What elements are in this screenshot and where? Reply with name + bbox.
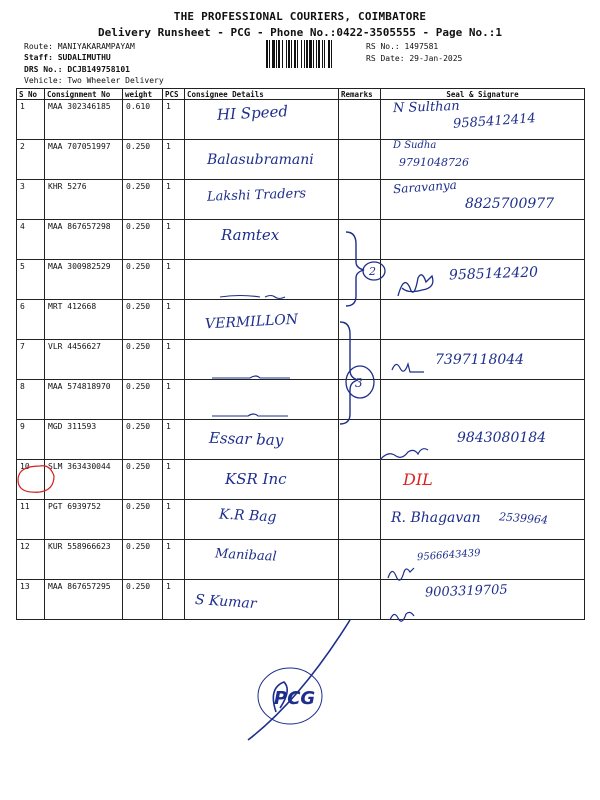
vehicle-label: Vehicle: Two Wheeler Delivery	[24, 76, 164, 85]
drs-label: DRS No.: DCJB149758101	[24, 65, 130, 74]
table-row	[17, 100, 585, 140]
remarks-cell	[339, 300, 381, 340]
weight-cell: 0.250	[123, 220, 163, 260]
serial-number-cell: 10	[17, 460, 45, 500]
pieces-cell: 1	[163, 420, 185, 460]
consignee-cell	[185, 300, 339, 340]
signature-name: D Sudha	[393, 140, 437, 151]
serial-number-cell: 8	[17, 380, 45, 420]
column-header: Consignee Details	[185, 89, 339, 100]
consignee-handwriting: Balasubramani	[207, 152, 314, 168]
consignment-number-cell: MGD 311593	[45, 420, 123, 460]
weight-cell: 0.250	[123, 140, 163, 180]
table-header-row	[17, 89, 585, 100]
consignment-number-cell: MAA 574818970	[45, 380, 123, 420]
consignee-cell	[185, 180, 339, 220]
weight-cell: 0.250	[123, 380, 163, 420]
pieces-cell: 1	[163, 580, 185, 620]
serial-number-cell: 6	[17, 300, 45, 340]
consignee-handwriting: Essar bay	[208, 428, 284, 450]
consignment-number-cell: KHR 5276	[45, 180, 123, 220]
signature-name: Saravanya	[392, 177, 458, 197]
barcode-bar	[297, 40, 298, 68]
consignee-handwriting: Manibaal	[214, 546, 277, 565]
signature-cell	[381, 220, 585, 260]
serial-number-cell: 13	[17, 580, 45, 620]
consignee-cell	[185, 500, 339, 540]
weight-cell: 0.250	[123, 340, 163, 380]
company-title: THE PROFESSIONAL COURIERS, COIMBATORE	[173, 10, 427, 23]
pieces-cell: 1	[163, 500, 185, 540]
consignee-handwriting: HI Speed	[216, 102, 289, 124]
signature-cell	[381, 140, 585, 180]
signature-name: R. Bhagavan	[391, 510, 481, 526]
barcode-bar	[309, 40, 312, 68]
remarks-cell	[339, 220, 381, 260]
route-label: Route: MANIYAKARAMPAYAM	[24, 42, 135, 51]
barcode-icon	[266, 40, 354, 68]
barcode-bar	[276, 40, 277, 68]
pieces-cell: 1	[163, 540, 185, 580]
consignment-number-cell: PGT 6939752	[45, 500, 123, 540]
barcode-bar	[282, 40, 283, 68]
table-row	[17, 180, 585, 220]
signature-cell	[381, 300, 585, 340]
signature-cell	[381, 380, 585, 420]
pieces-cell: 1	[163, 300, 185, 340]
signature-phone: 8825700977	[465, 196, 555, 212]
weight-cell: 0.250	[123, 180, 163, 220]
consignee-handwriting: VERMILLON	[204, 311, 299, 333]
stamp-circle-icon	[258, 668, 322, 724]
consignment-number-cell: KUR 558966623	[45, 540, 123, 580]
consignee-cell	[185, 460, 339, 500]
consignment-number-cell: MRT 412668	[45, 300, 123, 340]
remarks-cell	[339, 500, 381, 540]
serial-number-cell: 4	[17, 220, 45, 260]
signature-cell	[381, 100, 585, 140]
table-row	[17, 460, 585, 500]
consignee-cell	[185, 220, 339, 260]
consignee-handwriting: KSR Inc	[225, 470, 287, 488]
signature-phone: 9791048726	[399, 156, 469, 169]
consignee-handwriting: K.R Bag	[218, 506, 277, 526]
barcode-bar	[328, 40, 330, 68]
table-row	[17, 500, 585, 540]
consignment-number-cell: VLR 4456627	[45, 340, 123, 380]
weight-cell: 0.250	[123, 540, 163, 580]
consignee-cell	[185, 380, 339, 420]
barcode-bar	[322, 40, 323, 68]
table-row	[17, 340, 585, 380]
barcode-bar	[266, 40, 268, 68]
serial-number-cell: 9	[17, 420, 45, 460]
remarks-cell	[339, 180, 381, 220]
weight-cell: 0.250	[123, 580, 163, 620]
column-header: PCS	[163, 89, 185, 100]
table-row	[17, 260, 585, 300]
barcode-bar	[306, 40, 308, 68]
remarks-cell	[339, 100, 381, 140]
signature-phone: 9585412414	[452, 111, 537, 132]
column-header: Seal & Signature	[381, 89, 585, 100]
remarks-cell	[339, 460, 381, 500]
signature-name: DIL	[403, 470, 433, 489]
pieces-cell: 1	[163, 260, 185, 300]
barcode-bar	[331, 40, 332, 68]
column-header: weight	[123, 89, 163, 100]
consignee-cell	[185, 100, 339, 140]
consignee-cell	[185, 540, 339, 580]
table-row	[17, 540, 585, 580]
table-row	[17, 380, 585, 420]
signature-cell	[381, 420, 585, 460]
remarks-cell	[339, 420, 381, 460]
consignment-number-cell: MAA 302346185	[45, 100, 123, 140]
consignee-handwriting: Lakshi Traders	[206, 186, 307, 205]
table-row	[17, 580, 585, 620]
barcode-bar	[288, 40, 290, 68]
consignee-cell	[185, 580, 339, 620]
rs-date-label: RS Date: 29-Jan-2025	[366, 54, 463, 63]
barcode-bar	[301, 40, 302, 68]
pieces-cell: 1	[163, 220, 185, 260]
signature-cell	[381, 260, 585, 300]
remarks-cell	[339, 260, 381, 300]
weight-cell: 0.250	[123, 300, 163, 340]
serial-number-cell: 2	[17, 140, 45, 180]
consignee-handwriting: S Kumar	[194, 591, 258, 613]
column-header: Consignment No	[45, 89, 123, 100]
consignee-cell	[185, 260, 339, 300]
weight-cell: 0.250	[123, 500, 163, 540]
consignment-number-cell: MAA 300982529	[45, 260, 123, 300]
barcode-bar	[318, 40, 320, 68]
remarks-cell	[339, 380, 381, 420]
signature-phone: 9585142420	[448, 264, 539, 284]
pieces-cell: 1	[163, 380, 185, 420]
barcode-bar	[291, 40, 292, 68]
serial-number-cell: 7	[17, 340, 45, 380]
pieces-cell: 1	[163, 340, 185, 380]
stamp-stroke-icon	[248, 620, 350, 740]
signature-phone: 7397118044	[435, 352, 525, 368]
signature-cell	[381, 460, 585, 500]
barcode-bar	[324, 40, 325, 68]
remarks-cell	[339, 540, 381, 580]
rs-no-label: RS No.: 1497581	[366, 42, 439, 51]
table-row	[17, 300, 585, 340]
table-row	[17, 140, 585, 180]
stamp-text: PCG	[274, 688, 316, 709]
barcode-bar	[313, 40, 314, 68]
consignment-number-cell: SLM 363430044	[45, 460, 123, 500]
pieces-cell: 1	[163, 140, 185, 180]
consignee-cell	[185, 140, 339, 180]
pieces-cell: 1	[163, 460, 185, 500]
remarks-cell	[339, 340, 381, 380]
barcode-bar	[269, 40, 270, 68]
consignee-cell	[185, 340, 339, 380]
barcode-bar	[294, 40, 296, 68]
barcode-bar	[272, 40, 275, 68]
weight-cell: 0.250	[123, 460, 163, 500]
pieces-cell: 1	[163, 100, 185, 140]
barcode-bar	[278, 40, 280, 68]
serial-number-cell: 1	[17, 100, 45, 140]
bracket-6-8-number: 3	[355, 376, 363, 390]
column-header: Remarks	[339, 89, 381, 100]
consignee-cell	[185, 420, 339, 460]
consignee-handwriting: Ramtex	[221, 226, 280, 244]
weight-cell: 0.250	[123, 420, 163, 460]
barcode-bar	[286, 40, 287, 68]
signature-phone: 2539964	[498, 510, 549, 527]
signature-cell	[381, 500, 585, 540]
runsheet-subtitle: Delivery Runsheet - PCG - Phone No.:0422-3505555 - Page No.:1	[98, 26, 502, 39]
weight-cell: 0.250	[123, 260, 163, 300]
serial-number-cell: 5	[17, 260, 45, 300]
weight-cell: 0.610	[123, 100, 163, 140]
signature-cell	[381, 340, 585, 380]
column-header: S No	[17, 89, 45, 100]
bracket-4-5-number: 2	[369, 265, 376, 278]
signature-cell	[381, 580, 585, 620]
serial-number-cell: 3	[17, 180, 45, 220]
barcode-bar	[316, 40, 317, 68]
signature-phone: 9566643439	[416, 547, 481, 564]
signature-name: N Sulthan	[392, 98, 460, 117]
signature-phone: 9843080184	[457, 430, 547, 446]
barcode-bar	[304, 40, 305, 68]
signature-phone: 9003319705	[424, 582, 508, 601]
remarks-cell	[339, 140, 381, 180]
table-row	[17, 420, 585, 460]
consignment-number-cell: MAA 707051997	[45, 140, 123, 180]
staff-label: Staff: SUDALIMUTHU	[24, 53, 111, 62]
serial-number-cell: 11	[17, 500, 45, 540]
remarks-cell	[339, 580, 381, 620]
consignment-number-cell: MAA 867657298	[45, 220, 123, 260]
signature-cell	[381, 540, 585, 580]
consignment-number-cell: MAA 867657295	[45, 580, 123, 620]
pieces-cell: 1	[163, 180, 185, 220]
runsheet-table	[16, 88, 585, 620]
serial-number-cell: 12	[17, 540, 45, 580]
signature-cell	[381, 177, 585, 220]
table-row	[17, 220, 585, 260]
